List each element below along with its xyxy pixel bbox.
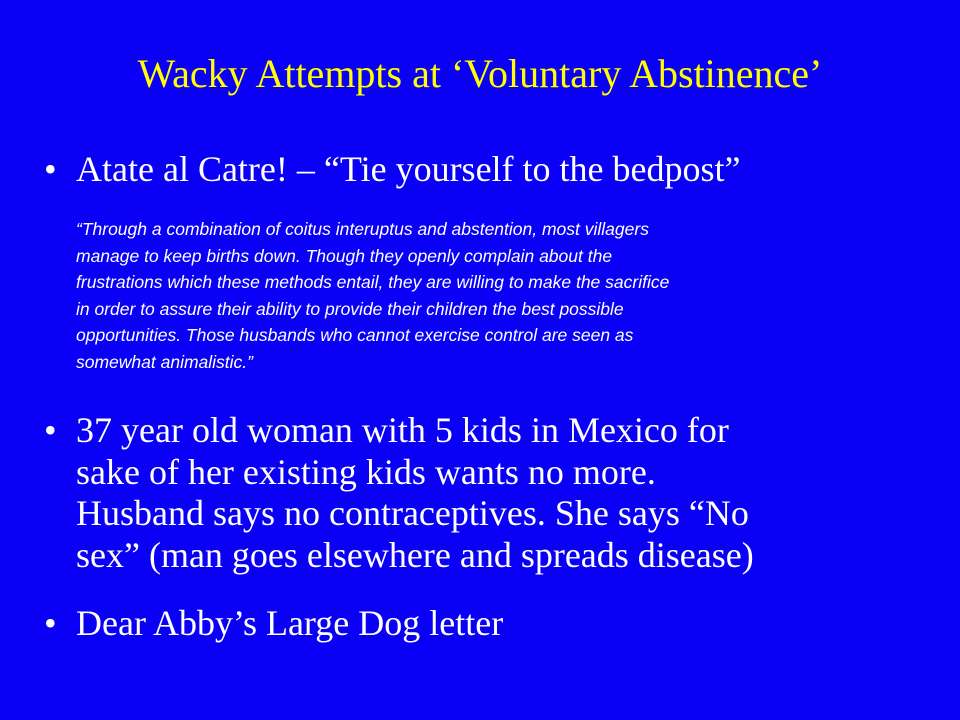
- bullet-text: Atate al Catre! – “Tie yourself to the bedpost”: [76, 149, 741, 189]
- bullet-marker: •: [44, 149, 57, 189]
- quote-block: “Through a combination of coitus interuptus and abstention, most villagers manage to keep births down. Though they openly complain about the frustrations which these methods entail, they are willing to make the sacrifice in order to assure their ability to provide their children the best possible opportunities. Those husbands who cannot exercise control are seen as somewhat animalistic.”: [76, 219, 670, 372]
- bullet-text: Dear Abby’s Large Dog letter: [76, 603, 504, 643]
- slide-title: Wacky Attempts at ‘Voluntary Abstinence’: [137, 51, 823, 96]
- bullet-text: 37 year old woman with 5 kids in Mexico for sake of her existing kids wants no more. Husband says no contraceptives. She says “No sex” (man goes elsewhere and spreads disease): [76, 410, 754, 575]
- bullet-marker: •: [44, 410, 57, 450]
- bullet-marker: •: [44, 603, 57, 643]
